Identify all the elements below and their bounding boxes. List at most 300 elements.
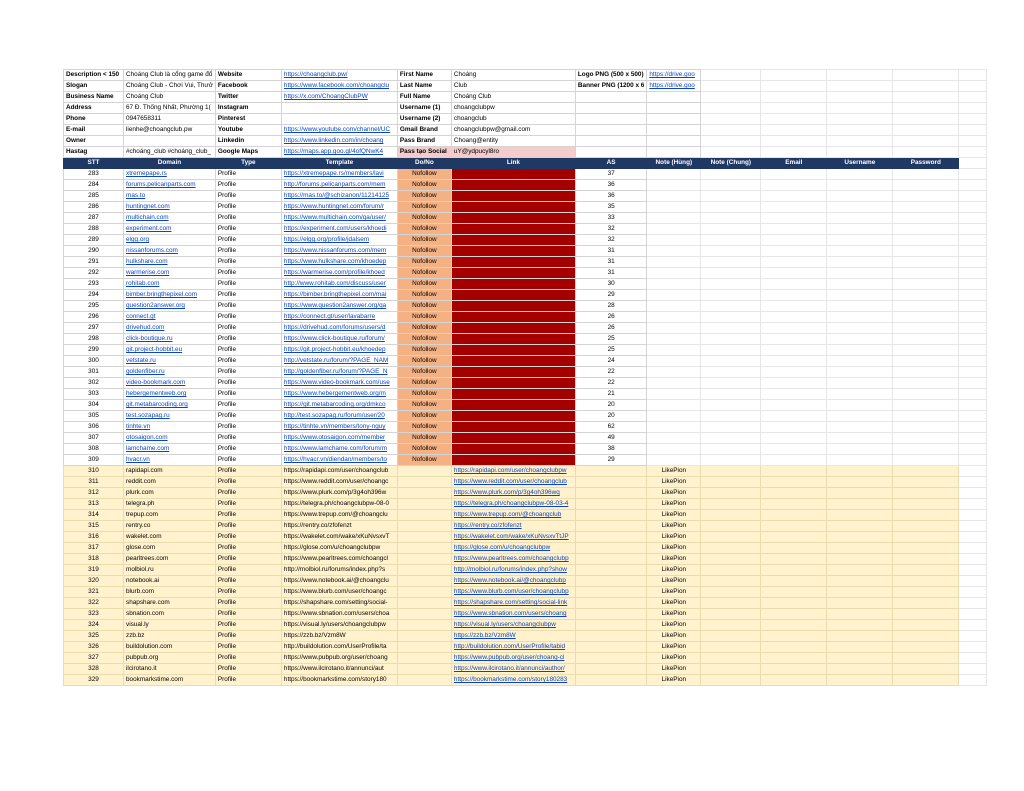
info-link[interactable]: https://x.com/ChoangClubPW bbox=[281, 92, 397, 103]
domain-link[interactable]: hulkshare.com bbox=[124, 257, 216, 268]
column-header: Email bbox=[761, 158, 827, 169]
dofollow-status bbox=[397, 631, 451, 642]
info-link[interactable]: https://drive.goo bbox=[647, 81, 701, 92]
empty-cell bbox=[761, 345, 827, 356]
as-score bbox=[575, 675, 646, 686]
empty-cell bbox=[893, 510, 959, 521]
template-link[interactable]: https://tinhte.vn/members/tony-nguy bbox=[281, 422, 397, 433]
empty-cell bbox=[893, 620, 959, 631]
template-link[interactable]: https://xtremepape.rs/members/lavi bbox=[281, 169, 397, 180]
dofollow-status: Nofollow bbox=[397, 191, 451, 202]
link-cell[interactable]: https://www.blurb.com/user/choangclubp bbox=[451, 587, 575, 598]
empty-cell bbox=[761, 356, 827, 367]
link-cell[interactable]: https://glose.com/u/choangclubpw bbox=[451, 543, 575, 554]
info-label: Slogan bbox=[64, 81, 124, 92]
table-row bbox=[64, 620, 987, 631]
note-hung: LikePion bbox=[647, 510, 701, 521]
empty-cell bbox=[701, 532, 761, 543]
dofollow-status: Nofollow bbox=[397, 290, 451, 301]
info-label: Instagram bbox=[215, 103, 281, 114]
note-hung: LikePion bbox=[647, 477, 701, 488]
empty-cell bbox=[701, 411, 761, 422]
template-link[interactable]: https://www.otosaigon.com/member bbox=[281, 433, 397, 444]
row-number: 301 bbox=[64, 367, 124, 378]
column-header: Password bbox=[893, 158, 959, 169]
link-cell[interactable] bbox=[451, 422, 575, 433]
info-value: Choáng Club là cổng game đổ bbox=[124, 70, 216, 81]
note-hung: LikePion bbox=[647, 532, 701, 543]
template-link[interactable]: https://www.hebergementweb.org/m bbox=[281, 389, 397, 400]
domain-link[interactable]: rohitab.com bbox=[124, 279, 216, 290]
link-cell[interactable] bbox=[451, 224, 575, 235]
table-row bbox=[64, 257, 987, 268]
empty-cell bbox=[647, 323, 701, 334]
template-link[interactable]: https://git.project-hobbit.eu/khoedep bbox=[281, 345, 397, 356]
empty-cell bbox=[761, 631, 827, 642]
empty-cell bbox=[701, 70, 761, 81]
link-cell[interactable] bbox=[451, 378, 575, 389]
empty-cell bbox=[959, 422, 987, 433]
dofollow-status: Nofollow bbox=[397, 235, 451, 246]
empty-cell bbox=[827, 565, 893, 576]
link-cell[interactable] bbox=[451, 389, 575, 400]
empty-cell bbox=[893, 323, 959, 334]
domain-link[interactable]: huntingnet.com bbox=[124, 202, 216, 213]
info-link[interactable]: https://maps.app.goo.gl/4ofQNwK4 bbox=[281, 147, 397, 158]
domain-link[interactable]: forums.pelicanparts.com bbox=[124, 180, 216, 191]
link-cell[interactable] bbox=[451, 202, 575, 213]
link-cell[interactable]: https://telegra.ph/choangclubpw-08-03-4 bbox=[451, 499, 575, 510]
empty-cell bbox=[647, 367, 701, 378]
empty-cell bbox=[893, 587, 959, 598]
row-number: 329 bbox=[64, 675, 124, 686]
empty-cell bbox=[893, 378, 959, 389]
empty-cell bbox=[701, 345, 761, 356]
template-link[interactable]: https://elgg.org/profile/jdalsem bbox=[281, 235, 397, 246]
domain-link[interactable]: drivehud.com bbox=[124, 323, 216, 334]
info-value: Club bbox=[451, 81, 575, 92]
link-cell[interactable]: https://www.pubpub.org/user/choang-cl bbox=[451, 653, 575, 664]
link-cell[interactable] bbox=[451, 257, 575, 268]
info-value bbox=[575, 136, 646, 147]
empty-cell bbox=[647, 455, 701, 466]
row-number: 316 bbox=[64, 532, 124, 543]
table-row bbox=[64, 235, 987, 246]
dofollow-status: Nofollow bbox=[397, 389, 451, 400]
link-cell[interactable] bbox=[451, 213, 575, 224]
link-cell[interactable] bbox=[451, 290, 575, 301]
table-row bbox=[64, 444, 987, 455]
link-cell[interactable] bbox=[451, 246, 575, 257]
note-hung: LikePion bbox=[647, 521, 701, 532]
row-number: 317 bbox=[64, 543, 124, 554]
link-cell[interactable] bbox=[451, 169, 575, 180]
spreadsheet bbox=[63, 69, 987, 686]
as-score: 36 bbox=[575, 180, 646, 191]
link-cell[interactable] bbox=[451, 400, 575, 411]
link-cell[interactable] bbox=[451, 323, 575, 334]
template-cell: https://zzb.bz/Vzm8W bbox=[281, 631, 397, 642]
template-link[interactable]: https://www.huntingnet.com/forum/r bbox=[281, 202, 397, 213]
empty-cell bbox=[959, 664, 987, 675]
template-link[interactable]: https://www.question2answer.org/qa bbox=[281, 301, 397, 312]
empty-cell bbox=[959, 444, 987, 455]
empty-cell bbox=[761, 609, 827, 620]
empty-cell bbox=[827, 653, 893, 664]
empty-cell bbox=[893, 521, 959, 532]
info-label: Hastag bbox=[64, 147, 124, 158]
table-row bbox=[64, 488, 987, 499]
link-cell[interactable]: https://wakelet.com/wake/xKuNvsxvTtJP bbox=[451, 532, 575, 543]
type-cell: Profile bbox=[215, 378, 281, 389]
template-link[interactable]: http://forums.pelicanparts.com/mem bbox=[281, 180, 397, 191]
type-cell: Profile bbox=[215, 422, 281, 433]
empty-cell bbox=[761, 246, 827, 257]
template-link[interactable]: https://connect.gt/user/lavabarre bbox=[281, 312, 397, 323]
type-cell: Profile bbox=[215, 620, 281, 631]
empty-cell bbox=[701, 477, 761, 488]
dofollow-status: Nofollow bbox=[397, 345, 451, 356]
empty-cell bbox=[701, 565, 761, 576]
template-link[interactable]: https://drivehud.com/forums/users/d bbox=[281, 323, 397, 334]
empty-cell bbox=[827, 554, 893, 565]
domain-link[interactable]: question2answer.org bbox=[124, 301, 216, 312]
empty-cell bbox=[893, 675, 959, 686]
dofollow-status bbox=[397, 510, 451, 521]
dofollow-status bbox=[397, 543, 451, 554]
empty-cell bbox=[761, 235, 827, 246]
template-link[interactable]: https://git.metabarcoding.org/dmkco bbox=[281, 400, 397, 411]
link-cell[interactable]: https://www.trepup.com/@choangclub bbox=[451, 510, 575, 521]
domain-link[interactable]: test.sozapag.ru bbox=[124, 411, 216, 422]
info-row bbox=[64, 81, 987, 92]
column-header: STT bbox=[64, 158, 124, 169]
empty-cell bbox=[959, 532, 987, 543]
as-score bbox=[575, 532, 646, 543]
template-link[interactable]: https://bimber.bringthepixel.com/mai bbox=[281, 290, 397, 301]
empty-cell bbox=[959, 290, 987, 301]
type-cell: Profile bbox=[215, 180, 281, 191]
info-value bbox=[575, 103, 646, 114]
info-value: lienhe@choangclub.pw bbox=[124, 125, 216, 136]
as-score: 29 bbox=[575, 455, 646, 466]
template-link[interactable]: http://www.rohitab.com/discuss/user bbox=[281, 279, 397, 290]
template-link[interactable]: https://www.click-boutique.ru/forum/ bbox=[281, 334, 397, 345]
domain-link[interactable]: git.project-hobbit.eu bbox=[124, 345, 216, 356]
empty-cell bbox=[701, 125, 761, 136]
link-cell[interactable] bbox=[451, 268, 575, 279]
template-link[interactable]: https://www.hulkshare.com/khoedep bbox=[281, 257, 397, 268]
info-label: First Name bbox=[397, 70, 451, 81]
type-cell: Profile bbox=[215, 312, 281, 323]
empty-cell bbox=[647, 213, 701, 224]
link-cell[interactable]: https://bookmarkstime.com/story180283 bbox=[451, 675, 575, 686]
table-row bbox=[64, 400, 987, 411]
empty-cell bbox=[893, 92, 959, 103]
template-link[interactable]: https://www.multichain.com/qa/user/ bbox=[281, 213, 397, 224]
empty-cell bbox=[959, 323, 987, 334]
template-link[interactable]: https://experiment.com/users/khoedi bbox=[281, 224, 397, 235]
table-row bbox=[64, 279, 987, 290]
template-link[interactable]: https://www.lamchame.com/forum/m bbox=[281, 444, 397, 455]
empty-cell bbox=[761, 114, 827, 125]
template-cell: https://rapidapi.com/user/choangclub bbox=[281, 466, 397, 477]
domain-link[interactable]: xtremepape.rs bbox=[124, 169, 216, 180]
info-label: E-mail bbox=[64, 125, 124, 136]
empty-cell bbox=[761, 279, 827, 290]
link-cell[interactable] bbox=[451, 356, 575, 367]
empty-cell bbox=[647, 290, 701, 301]
link-cell[interactable]: https://www.plurk.com/p/3g4oh396wq bbox=[451, 488, 575, 499]
empty-cell bbox=[701, 620, 761, 631]
table-row bbox=[64, 466, 987, 477]
template-link[interactable]: https://mas.to/@schizanon/11214125 bbox=[281, 191, 397, 202]
empty-cell bbox=[893, 543, 959, 554]
as-score: 31 bbox=[575, 257, 646, 268]
empty-cell bbox=[893, 554, 959, 565]
empty-cell bbox=[701, 81, 761, 92]
empty-cell bbox=[701, 444, 761, 455]
template-cell: https://bookmarkstime.com/story180 bbox=[281, 675, 397, 686]
table-row bbox=[64, 290, 987, 301]
empty-cell bbox=[701, 598, 761, 609]
table-row bbox=[64, 345, 987, 356]
row-number: 300 bbox=[64, 356, 124, 367]
empty-cell bbox=[893, 235, 959, 246]
link-cell[interactable] bbox=[451, 191, 575, 202]
template-link[interactable]: http://vetstate.ru/forum/?PAGE_NAM bbox=[281, 356, 397, 367]
info-value: #choáng_club #choáng_club_ bbox=[124, 147, 216, 158]
empty-cell bbox=[893, 499, 959, 510]
empty-cell bbox=[701, 147, 761, 158]
link-cell[interactable] bbox=[451, 444, 575, 455]
table-row bbox=[64, 433, 987, 444]
empty-cell bbox=[893, 422, 959, 433]
link-cell[interactable] bbox=[451, 433, 575, 444]
domain-link[interactable]: experiment.com bbox=[124, 224, 216, 235]
template-link[interactable]: https://www.video-bookmark.com/use bbox=[281, 378, 397, 389]
row-number: 323 bbox=[64, 609, 124, 620]
info-row bbox=[64, 147, 987, 158]
empty-cell bbox=[761, 675, 827, 686]
domain-link[interactable]: bimber.bringthepixel.com bbox=[124, 290, 216, 301]
as-score: 22 bbox=[575, 367, 646, 378]
empty-cell bbox=[959, 246, 987, 257]
info-value bbox=[647, 147, 701, 158]
empty-cell bbox=[647, 279, 701, 290]
link-cell[interactable]: https://www.notebook.ai/@choangclubp bbox=[451, 576, 575, 587]
domain-cell: blurb.com bbox=[124, 587, 216, 598]
domain-link[interactable]: click-boutique.ru bbox=[124, 334, 216, 345]
as-score: 20 bbox=[575, 400, 646, 411]
empty-cell bbox=[761, 642, 827, 653]
as-score bbox=[575, 609, 646, 620]
domain-link[interactable]: connect.gt bbox=[124, 312, 216, 323]
domain-link[interactable]: mas.to bbox=[124, 191, 216, 202]
row-number: 303 bbox=[64, 389, 124, 400]
link-cell[interactable]: https://shapshare.com/setting/social-link bbox=[451, 598, 575, 609]
link-cell[interactable]: http://buildolution.com/UserProfile/tabid bbox=[451, 642, 575, 653]
link-cell[interactable] bbox=[451, 455, 575, 466]
link-cell[interactable] bbox=[451, 279, 575, 290]
empty-cell bbox=[761, 323, 827, 334]
info-link[interactable]: https://www.linkedin.com/in/choang bbox=[281, 136, 397, 147]
as-score bbox=[575, 587, 646, 598]
template-link[interactable]: https://www.nissanforums.com/mem bbox=[281, 246, 397, 257]
empty-cell bbox=[893, 598, 959, 609]
empty-cell bbox=[701, 433, 761, 444]
domain-link[interactable]: video-bookmark.com bbox=[124, 378, 216, 389]
empty-cell bbox=[701, 642, 761, 653]
empty-cell bbox=[893, 213, 959, 224]
type-cell: Profile bbox=[215, 334, 281, 345]
as-score: 26 bbox=[575, 312, 646, 323]
info-value bbox=[575, 125, 646, 136]
empty-cell bbox=[647, 378, 701, 389]
empty-cell bbox=[893, 488, 959, 499]
template-cell: https://telegra.ph/choangclubpw-08-0 bbox=[281, 499, 397, 510]
empty-cell bbox=[959, 279, 987, 290]
domain-link[interactable]: nissanforums.com bbox=[124, 246, 216, 257]
link-cell[interactable]: https://www.ilcirotano.it/annunci/author/ bbox=[451, 664, 575, 675]
empty-cell bbox=[827, 444, 893, 455]
row-number: 312 bbox=[64, 488, 124, 499]
domain-link[interactable]: hebergementweb.org bbox=[124, 389, 216, 400]
type-cell: Profile bbox=[215, 466, 281, 477]
domain-link[interactable]: multichain.com bbox=[124, 213, 216, 224]
empty-cell bbox=[701, 554, 761, 565]
empty-cell bbox=[959, 70, 987, 81]
dofollow-status bbox=[397, 664, 451, 675]
link-cell[interactable] bbox=[451, 334, 575, 345]
template-link[interactable]: https://warmerise.com/profile/khoed bbox=[281, 268, 397, 279]
empty-cell bbox=[959, 125, 987, 136]
empty-cell bbox=[959, 356, 987, 367]
empty-cell bbox=[893, 114, 959, 125]
empty-cell bbox=[827, 312, 893, 323]
type-cell: Profile bbox=[215, 301, 281, 312]
link-cell[interactable]: https://www.reddit.com/user/choangclub bbox=[451, 477, 575, 488]
info-link[interactable]: https://drive.goo bbox=[647, 70, 701, 81]
info-row bbox=[64, 92, 987, 103]
template-link[interactable]: http://goldenfiber.ru/forum/?PAGE_N bbox=[281, 367, 397, 378]
empty-cell bbox=[647, 169, 701, 180]
table-row bbox=[64, 378, 987, 389]
link-cell[interactable] bbox=[451, 235, 575, 246]
info-link[interactable]: https://www.youtube.com/channel/UC bbox=[281, 125, 397, 136]
empty-cell bbox=[701, 301, 761, 312]
as-score: 28 bbox=[575, 301, 646, 312]
column-header: Template bbox=[281, 158, 397, 169]
link-cell[interactable] bbox=[451, 301, 575, 312]
empty-cell bbox=[893, 455, 959, 466]
type-cell: Profile bbox=[215, 543, 281, 554]
empty-cell bbox=[761, 334, 827, 345]
info-label: Google Maps bbox=[215, 147, 281, 158]
domain-cell: trepup.com bbox=[124, 510, 216, 521]
domain-link[interactable]: tinhte.vn bbox=[124, 422, 216, 433]
template-link[interactable]: https://hvacr.vn/diendan/members/to bbox=[281, 455, 397, 466]
empty-cell bbox=[827, 587, 893, 598]
type-cell: Profile bbox=[215, 532, 281, 543]
link-cell[interactable]: https://www.sbnation.com/users/choang bbox=[451, 609, 575, 620]
link-cell[interactable] bbox=[451, 345, 575, 356]
as-score bbox=[575, 642, 646, 653]
empty-cell bbox=[701, 246, 761, 257]
dofollow-status bbox=[397, 466, 451, 477]
dofollow-status: Nofollow bbox=[397, 301, 451, 312]
info-link[interactable]: https://choangclub.pw/ bbox=[281, 70, 397, 81]
link-cell[interactable]: https://visual.ly/users/choangclubpw bbox=[451, 620, 575, 631]
column-header: Type bbox=[215, 158, 281, 169]
domain-link[interactable]: elgg.org bbox=[124, 235, 216, 246]
link-cell[interactable] bbox=[451, 411, 575, 422]
link-cell[interactable]: https://zzb.bz/Vzm8W bbox=[451, 631, 575, 642]
info-label: Linkedin bbox=[215, 136, 281, 147]
info-value bbox=[281, 103, 397, 114]
as-score: 31 bbox=[575, 268, 646, 279]
link-cell[interactable]: https://rapidapi.com/user/choangclubpw bbox=[451, 466, 575, 477]
empty-cell bbox=[701, 202, 761, 213]
link-cell[interactable] bbox=[451, 312, 575, 323]
link-cell[interactable]: https://www.pearltrees.com/choangclubp bbox=[451, 554, 575, 565]
template-cell: https://www.reddit.com/user/choangc bbox=[281, 477, 397, 488]
type-cell: Profile bbox=[215, 213, 281, 224]
table-row bbox=[64, 169, 987, 180]
empty-cell bbox=[701, 213, 761, 224]
type-cell: Profile bbox=[215, 510, 281, 521]
row-number: 298 bbox=[64, 334, 124, 345]
domain-link[interactable]: otosaigon.com bbox=[124, 433, 216, 444]
domain-link[interactable]: goldenfiber.ru bbox=[124, 367, 216, 378]
domain-link[interactable]: lamchame.com bbox=[124, 444, 216, 455]
empty-cell bbox=[827, 598, 893, 609]
domain-link[interactable]: vetstate.ru bbox=[124, 356, 216, 367]
template-cell: https://www.trepup.com/@choangclu bbox=[281, 510, 397, 521]
empty-cell bbox=[827, 70, 893, 81]
empty-cell bbox=[701, 191, 761, 202]
link-cell[interactable] bbox=[451, 367, 575, 378]
link-cell[interactable] bbox=[451, 180, 575, 191]
empty-cell bbox=[827, 664, 893, 675]
column-header: Note (Hùng) bbox=[647, 158, 701, 169]
empty-cell bbox=[761, 543, 827, 554]
empty-cell bbox=[959, 235, 987, 246]
domain-link[interactable]: git.metabarcoding.org bbox=[124, 400, 216, 411]
template-link[interactable]: http://test.sozapag.ru/forum/user/20 bbox=[281, 411, 397, 422]
empty-cell bbox=[959, 488, 987, 499]
row-number: 326 bbox=[64, 642, 124, 653]
domain-link[interactable]: warmerise.com bbox=[124, 268, 216, 279]
empty-cell bbox=[959, 675, 987, 686]
empty-cell bbox=[827, 279, 893, 290]
row-number: 290 bbox=[64, 246, 124, 257]
info-value bbox=[647, 125, 701, 136]
link-cell[interactable]: https://rentry.co/zfofenzt bbox=[451, 521, 575, 532]
domain-link[interactable]: hvacr.vn bbox=[124, 455, 216, 466]
empty-cell bbox=[647, 411, 701, 422]
empty-cell bbox=[701, 235, 761, 246]
note-hung: LikePion bbox=[647, 488, 701, 499]
link-cell[interactable]: http://molbiol.ru/forums/index.php?show bbox=[451, 565, 575, 576]
template-cell: https://www.ilcirotano.it/annunci/aut bbox=[281, 664, 397, 675]
dofollow-status bbox=[397, 642, 451, 653]
empty-cell bbox=[701, 334, 761, 345]
empty-cell bbox=[701, 587, 761, 598]
empty-cell bbox=[761, 70, 827, 81]
info-link[interactable]: https://www.facebook.com/choangclu bbox=[281, 81, 397, 92]
template-cell: https://wakelet.com/wake/xKuNvsxvT bbox=[281, 532, 397, 543]
